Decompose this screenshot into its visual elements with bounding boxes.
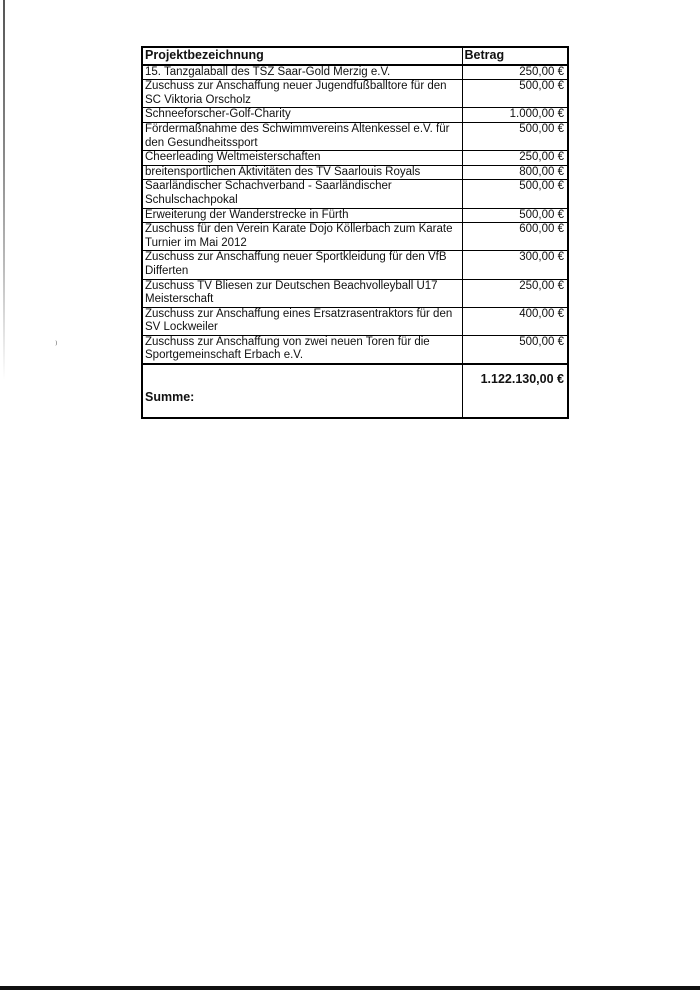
column-header-amount: Betrag <box>462 47 568 65</box>
table-row <box>142 151 568 166</box>
project-amount: 800,00 € <box>462 165 568 180</box>
project-name: 15. Tanzgalaball des TSZ Saar-Gold Merzig e.V. <box>142 65 462 80</box>
project-name: Zuschuss zur Anschaffung neuer Jugendfußballtore für den SC Viktoria Orscholz <box>142 80 462 108</box>
project-name: Saarländischer Schachverband - Saarländischer Schulschachpokal <box>142 180 462 208</box>
project-name: Erweiterung der Wanderstrecke in Fürth <box>142 208 462 223</box>
project-name: Zuschuss zur Anschaffung neuer Sportkleidung für den VfB Differten <box>142 251 462 279</box>
table-row <box>142 80 568 108</box>
total-amount: 1.122.130,00 € <box>462 364 568 418</box>
funding-table <box>141 46 569 419</box>
table-row <box>142 335 568 364</box>
table-row <box>142 65 568 80</box>
project-name: breitensportlichen Aktivitäten des TV Saarlouis Royals <box>142 165 462 180</box>
project-amount: 1.000,00 € <box>462 108 568 123</box>
table-row <box>142 307 568 335</box>
table-row <box>142 122 568 150</box>
project-amount: 500,00 € <box>462 335 568 364</box>
project-amount: 600,00 € <box>462 223 568 251</box>
project-amount: 500,00 € <box>462 180 568 208</box>
project-amount: 400,00 € <box>462 307 568 335</box>
project-name: Zuschuss für den Verein Karate Dojo Köllerbach zum Karate Turnier im Mai 2012 <box>142 223 462 251</box>
total-row <box>142 364 568 418</box>
table-row <box>142 108 568 123</box>
scan-bottom-edge <box>0 986 700 990</box>
table-row <box>142 223 568 251</box>
project-name: Zuschuss TV Bliesen zur Deutschen Beachvolleyball U17 Meisterschaft <box>142 279 462 307</box>
project-name: Fördermaßnahme des Schwimmvereins Altenkessel e.V. für den Gesundheitssport <box>142 122 462 150</box>
scan-mark: ⁾ <box>55 340 58 351</box>
table-row <box>142 279 568 307</box>
project-amount: 500,00 € <box>462 80 568 108</box>
project-name: Zuschuss zur Anschaffung von zwei neuen Toren für die Sportgemeinschaft Erbach e.V. <box>142 335 462 364</box>
project-amount: 250,00 € <box>462 279 568 307</box>
project-name: Zuschuss zur Anschaffung eines Ersatzrasentraktors für den SV Lockweiler <box>142 307 462 335</box>
project-amount: 250,00 € <box>462 65 568 80</box>
scan-edge-left <box>3 0 5 380</box>
table-header-row <box>142 47 568 65</box>
project-amount: 300,00 € <box>462 251 568 279</box>
table-row <box>142 208 568 223</box>
table-row <box>142 251 568 279</box>
total-label: Summe: <box>142 364 462 418</box>
column-header-name: Projektbezeichnung <box>142 47 462 65</box>
project-name: Cheerleading Weltmeisterschaften <box>142 151 462 166</box>
project-name: Schneeforscher-Golf-Charity <box>142 108 462 123</box>
table-row <box>142 180 568 208</box>
project-amount: 500,00 € <box>462 122 568 150</box>
table-row <box>142 165 568 180</box>
project-amount: 250,00 € <box>462 151 568 166</box>
project-amount: 500,00 € <box>462 208 568 223</box>
